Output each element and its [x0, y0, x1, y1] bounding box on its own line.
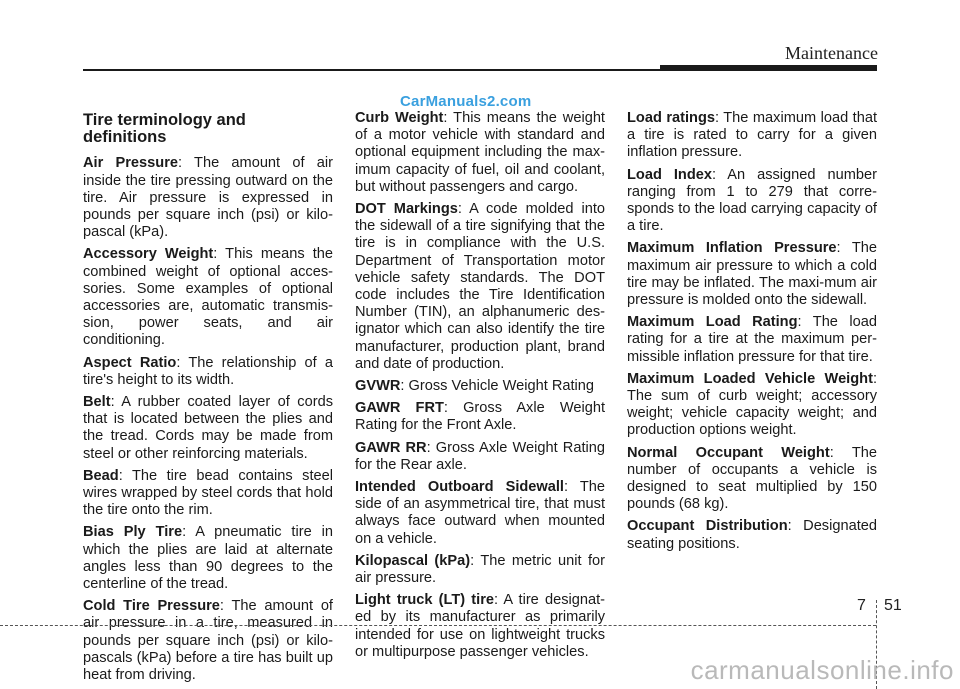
definition-entry — [83, 155, 333, 241]
header-rule-thin — [83, 69, 660, 71]
definition-text: : Gross Axle Weight Rating for the Front Axle. — [355, 400, 605, 434]
header-rule-thick — [660, 65, 877, 71]
section-title: Tire terminology and definitions — [83, 111, 246, 147]
definition-entry — [627, 445, 877, 514]
definition-text: : An assigned number ranging from 1 to 279 that corre-sponds to the load carrying capacity of a tire. — [627, 166, 877, 235]
definition-entry — [83, 246, 333, 349]
watermark-bottom: carmanualsonline.info — [690, 655, 954, 685]
definition-entry — [627, 314, 877, 366]
page-header-title: Maintenance — [785, 43, 878, 63]
definition-entry — [627, 110, 877, 162]
definition-entry — [355, 479, 605, 548]
definition-term: Kilopascal (kPa) — [355, 552, 471, 569]
definition-entry — [355, 440, 605, 474]
definition-text: : A code molded into the sidewall of a tire signifying that the tire is in compliance with the U.S. Department of Transportation motor vehicle safety standards. The DOT code includes the Tire Identification Number (TIN), an alphanumeric des-ignator which can also identify the tire manufacturer, production plant, brand and date of production. — [355, 201, 605, 372]
column-2 — [355, 110, 605, 666]
definition-text: : The amount of air inside the tire pressing outward on the tire. Air pressure is expressed in pounds per square inch (psi) or kilo-pascal (kPa). — [83, 155, 333, 241]
definition-term: Belt — [83, 394, 111, 411]
definition-entry — [627, 240, 877, 309]
watermark-top: CarManuals2.com — [400, 93, 532, 110]
definition-term: Intended Outboard Sidewall — [355, 479, 564, 496]
definition-entry — [627, 371, 877, 440]
definition-text: : This means the weight of a motor vehicle with standard and optional equipment including the max-imum capacity of fuel, oil and coolant, but without passengers and cargo. — [355, 110, 605, 195]
definition-text: : The maximum air pressure to which a cold tire may be inflated. The maxi-mum air pressure is molded onto the sidewall. — [627, 240, 877, 309]
page-number: 51 — [884, 597, 902, 614]
definition-text: : The amount of air pressure in a tire, measured in pounds per square inch (psi) or kilo-pascals (kPa) before a tire has built up heat from driving. — [83, 598, 333, 684]
definition-term: GAWR FRT — [355, 400, 444, 417]
definition-text: : Designated seating positions. — [627, 518, 877, 552]
definition-entry — [355, 110, 605, 196]
definition-text: : This means the combined weight of optional acces-sories. Some examples of optional accessories are, automatic transmis-sion, power seats, and air conditioning. — [83, 246, 333, 349]
definition-text: : A tire designat-ed by its manufacturer as primarily intended for use on lightweight trucks or multipurpose passenger vehicles. — [355, 592, 605, 660]
definition-text: : The number of occupants a vehicle is designed to seat multiplied by 150 pounds (68 kg). — [627, 444, 877, 513]
definition-term: GAWR RR — [355, 439, 427, 456]
column-2-entries — [355, 110, 605, 661]
footer-dashed-rule — [0, 625, 876, 626]
definition-term: Accessory Weight — [83, 246, 214, 263]
definition-term: Air Pressure — [83, 155, 178, 172]
definition-entry — [83, 468, 333, 520]
column-3-entries — [627, 110, 877, 553]
definition-term: Load Index — [627, 166, 712, 183]
definition-term: Maximum Inflation Pressure — [627, 240, 837, 257]
definition-text: : The side of an asymmetrical tire, that must always face outward when mounted on a vehicle. — [355, 479, 605, 547]
definition-entry — [627, 518, 877, 552]
definition-entry — [83, 355, 333, 389]
definition-term: Bias Ply Tire — [83, 524, 183, 541]
definition-term: Maximum Loaded Vehicle Weight — [627, 370, 873, 387]
definition-term: Normal Occupant Weight — [627, 444, 830, 461]
definition-term: Cold Tire Pressure — [83, 598, 220, 615]
definition-entry — [355, 400, 605, 434]
definition-entry — [83, 524, 333, 593]
definition-entry — [355, 553, 605, 587]
definition-entry — [83, 598, 333, 684]
definition-text: : Gross Vehicle Weight Rating — [400, 378, 595, 395]
definition-text: : The tire bead contains steel wires wrapped by steel cords that hold the tire onto the rim. — [83, 467, 333, 519]
definition-entry — [83, 394, 333, 463]
definition-entry — [627, 167, 877, 236]
definition-text: : The maximum load that a tire is rated to carry for a given inflation pressure. — [627, 110, 877, 161]
definition-text: : Gross Axle Weight Rating for the Rear axle. — [355, 439, 605, 473]
definition-text: : A rubber coated layer of cords that is located between the plies and the tread. Cords may be made from steel or other reinforcing materials. — [83, 394, 333, 462]
definition-term: Bead — [83, 467, 119, 484]
definition-term: Curb Weight — [355, 110, 444, 126]
definition-term: Occupant Distribution — [627, 518, 788, 535]
definition-text: : The relationship of a tire's height to its width. — [83, 354, 333, 388]
definition-term: Load ratings — [627, 110, 715, 126]
definition-term: Light truck (LT) tire — [355, 592, 495, 609]
definition-text: : The metric unit for air pressure. — [355, 552, 605, 587]
column-1-entries — [83, 155, 333, 684]
definition-term: Maximum Load Rating — [627, 314, 798, 331]
definition-term: Aspect Ratio — [83, 354, 177, 371]
column-1 — [83, 110, 333, 689]
definition-text: : The sum of curb weight; accessory weight; vehicle capacity weight; and production options weight. — [627, 370, 877, 439]
column-3 — [627, 110, 877, 558]
definition-term: GVWR — [355, 378, 401, 395]
definition-term: DOT Markings — [355, 201, 458, 218]
definition-entry — [355, 201, 605, 373]
definition-text: : A pneumatic tire in which the plies are laid at alternate angles less than 90 degrees to the centerline of the tread. — [83, 524, 333, 593]
definition-entry — [355, 592, 605, 661]
definition-text: : The load rating for a tire at the maximum per-missible inflation pressure for that tire. — [627, 314, 877, 365]
definition-entry — [355, 378, 605, 395]
page-chapter-number: 7 — [857, 597, 866, 614]
